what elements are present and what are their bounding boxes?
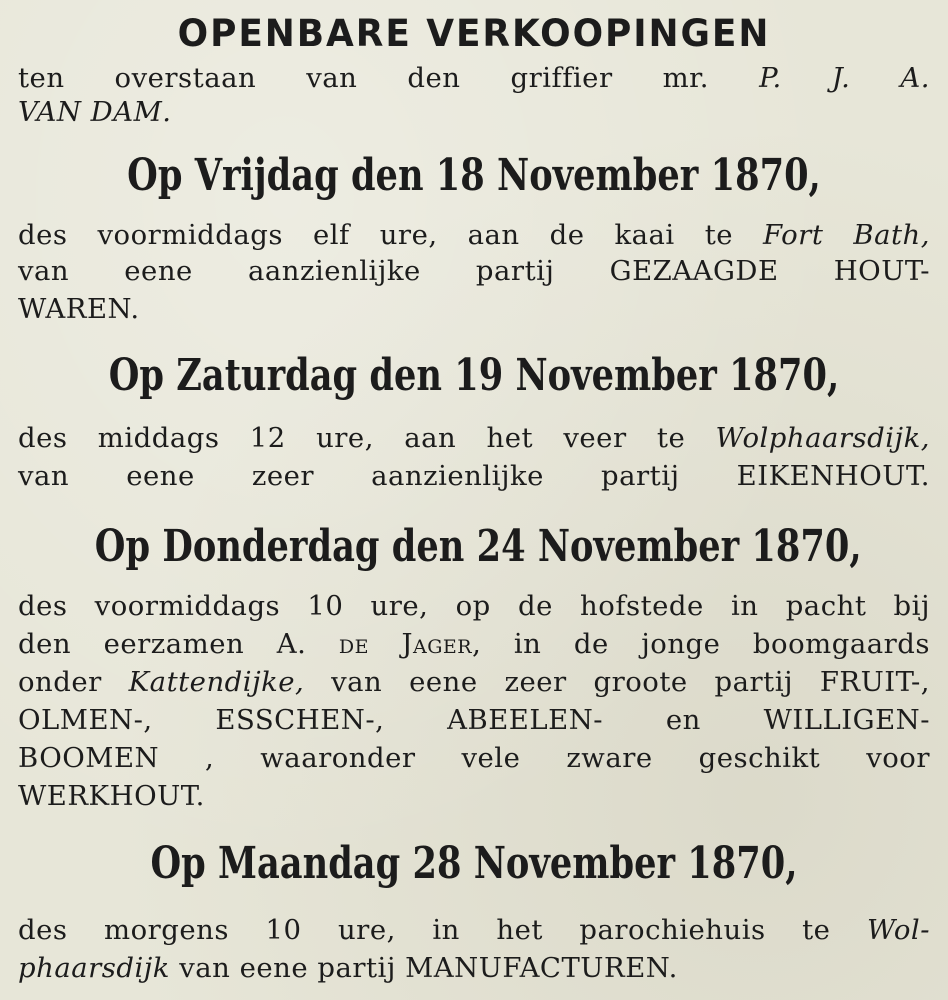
sale-3-text-d: van eene zeer groote partij FRUIT-, [331,666,931,698]
sale-2-text: des middags 12 ure, aan het veer te [18,422,686,454]
sale-4-text-b: van eene partij MANUFACTUREN. [179,952,678,984]
sale-2-line-2: van eene zeer aanzienlijke partij EIKENHOUT. [18,460,930,492]
sale-4-date: Op Maandag 28 November 1870, [150,838,798,889]
sale-4-location-b: phaarsdijk [18,952,170,984]
sale-2-location: Wolphaarsdijk, [715,422,930,454]
griffier-surname: VAN DAM. [18,96,172,128]
sale-3-line-3 [18,665,930,699]
sale-1-text: des voormiddags elf ure, aan de kaai te [18,219,734,251]
sale-3-text-c: onder [18,666,102,698]
intro-text: ten overstaan van den griffier mr. [18,62,710,94]
sale-3-line-5: BOOMEN , waaronder vele zware geschikt voor [18,742,930,774]
farmer-name: de Jager, [338,628,482,660]
sale-1-date: Op Vrijdag den 18 November 1870, [127,150,821,201]
sale-3-line-6: WERKHOUT. [18,780,205,812]
sale-1-line-1 [18,218,930,252]
sale-1-line-2: van eene aanzienlijke partij GEZAAGDE HOUT- [18,255,930,287]
intro-line-2 [18,95,930,129]
sale-2-line-1 [18,421,930,455]
sale-3-line-2 [18,627,930,661]
page-title: OPENBARE VERKOOPINGEN [177,12,771,55]
griffier-initials: P. J. A. [759,62,931,94]
sale-3-date: Op Donderdag den 24 November 1870, [94,521,862,572]
sale-3-location: Kattendijke, [128,666,305,698]
sale-4-line-1 [18,913,930,947]
sale-3-text-b: in de jonge boomgaards [513,628,930,660]
sale-1-line-3: WAREN. [18,293,140,325]
sale-4-location-a: Wol- [866,914,931,946]
sale-3-text-a: den eerzamen A. [18,628,307,660]
sale-2-date: Op Zaturdag den 19 November 1870, [108,350,840,401]
sale-1-location: Fort Bath, [763,219,930,251]
intro-line-1 [18,61,930,95]
sale-4-line-2 [18,951,930,985]
sale-3-line-1: des voormiddags 10 ure, op de hofstede in pacht bij [18,590,930,622]
sale-3-line-4: OLMEN-, ESSCHEN-, ABEELEN- en WILLIGEN- [18,704,930,736]
sale-4-text: des morgens 10 ure, in het parochiehuis te [18,914,831,946]
